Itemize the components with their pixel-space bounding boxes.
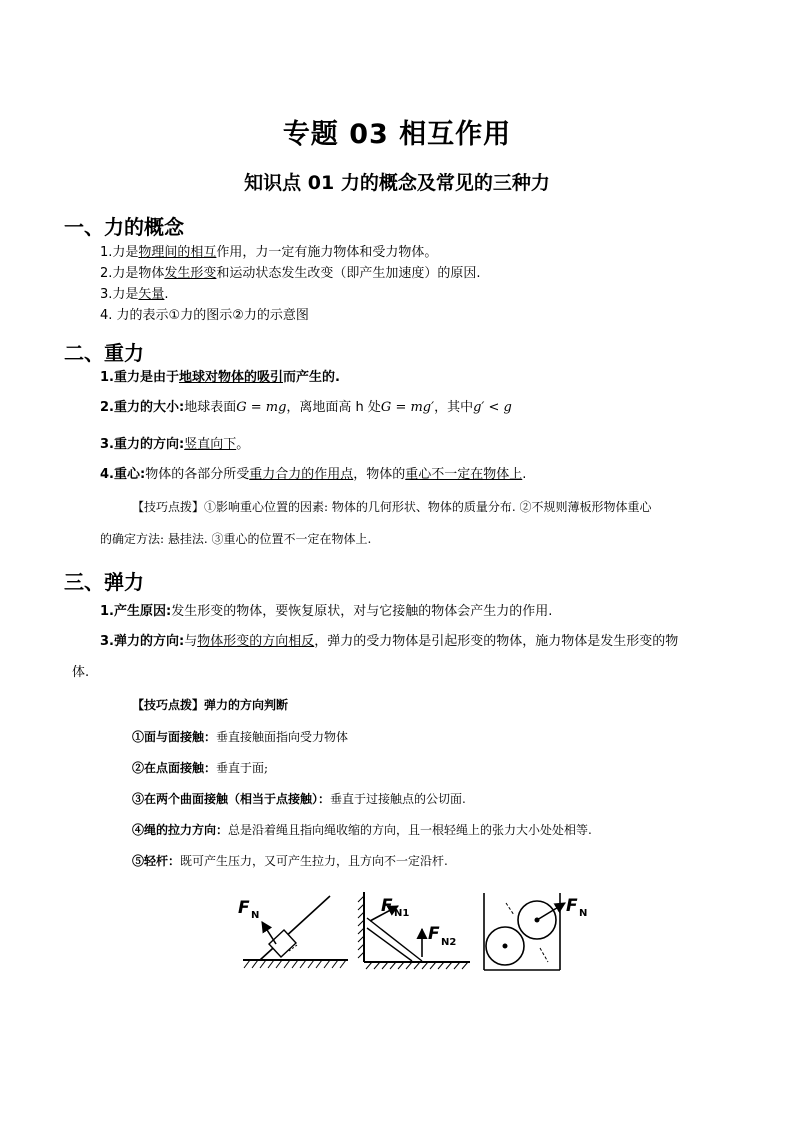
text-segment: ①面与面接触： [132,730,217,744]
text-segment: 3.力是 [100,287,139,302]
text-segment: 物体的各部分所受 [145,467,250,482]
underlined-text: 地球对物体的吸引 [178,370,283,385]
formula: g′ < g [473,400,512,415]
label-fn3: F [566,896,578,916]
page-subtitle: 知识点 01 力的概念及常见的三种力 [244,172,550,194]
label-fn3-sub: N [579,908,588,919]
tangent-dash-2 [506,903,514,915]
figure-panel-incline [238,896,348,968]
text-segment: 发生形变的物体，要恢复原状，对与它接触的物体会产生力的作用. [171,604,553,619]
text-segment: 垂直接触面指向受力物体 [216,730,349,744]
label-fn1: F [381,896,393,916]
lower-cylinder-center [503,944,508,949]
text-segment: 。 [236,437,250,452]
figure-panel-rod [358,892,470,969]
figure-panel-cylinders [484,893,587,970]
elastic-tip-title: 【技巧点拨】弹力的方向判断 [132,698,289,712]
concept-line-4: 4. 力的表示①力的图示②力的示意图 [100,308,309,323]
tangent-dash-1 [540,948,548,962]
label-fn2: F [428,924,440,944]
label-fn1-sub: N1 [394,908,410,919]
text-segment: 垂直于面; [216,761,269,775]
underlined-text: 发生形变 [164,266,217,281]
normal-force-arrow [262,922,276,944]
text-segment: ④绳的拉力方向： [132,823,229,837]
text-segment: . [164,287,169,302]
text-segment: ⑤轻杆： [132,854,181,868]
underlined-text: 重心不一定在物体上 [405,467,523,482]
underlined-text: 物体形变的方向相反 [197,634,315,649]
text-segment: 作用，力一定有施力物体和受力物体。 [216,245,438,260]
text-segment: 而产生的. [283,370,340,385]
underlined-text: 重力合力的作用点 [249,467,354,482]
page-title: 专题 03 相互作用 [282,119,512,150]
section-heading-gravity: 二、重力 [64,341,144,365]
text-segment: . [522,467,527,482]
text-segment: 和运动状态发生改变（即产生加速度）的原因. [216,266,481,281]
text-segment: ，物体的 [353,467,406,482]
text-segment: 1.产生原因: [100,604,172,619]
text-segment: 2.重力的大小: [100,400,185,415]
underlined-text: 竖直向下 [184,437,237,452]
gravity-tip-line-2: 的确定方法: 悬挂法. ③重心的位置不一定在物体上. [100,532,372,546]
text-segment: ③在两个曲面接触（相当于点接触）： [132,792,331,806]
text-segment: 3.重力的方向: [100,437,185,452]
underlined-text: 物理间的相互 [138,245,217,260]
rod-edge-top [367,918,422,961]
text-segment: 1.力是 [100,245,139,260]
text-segment: 4.重心: [100,467,146,482]
section-heading-concept: 一、力的概念 [64,215,184,239]
block-shape [269,930,296,957]
text-segment: 既可产生压力，又可产生拉力，且方向不一定沿杆. [180,854,448,868]
text-segment: ，弹力的受力物体是引起形变的物体，施力物体是发生形变的物 [314,634,679,649]
text-segment: 2.力是物体 [100,266,165,281]
text-segment: 与 [184,634,198,649]
text-segment: 1.重力是由于 [100,370,179,385]
text-segment: 总是沿着绳且指向绳收缩的方向，且一根轻绳上的张力大小处处相等. [228,823,592,837]
formula: G = mg [236,400,287,415]
label-fn-sub: N [251,910,260,921]
section-heading-elastic: 三、弹力 [64,570,144,594]
underlined-text: 矢量 [138,287,165,302]
text-segment: ，其中 [434,400,474,415]
label-fn: F [238,898,250,918]
formula: G = mg′ [380,400,435,415]
text-segment: ②在点面接触： [132,761,217,775]
gravity-tip-line-1: 【技巧点拨】①影响重心位置的因素: 物体的几何形状、物体的质量分布. ②不规则薄板形物体重心 [132,500,652,514]
ground-hatching [244,960,346,968]
elastic-line-3-cont: 体. [72,665,90,680]
text-segment: 3.弹力的方向: [100,634,185,649]
floor-hatching [366,962,468,969]
rod-edge-bottom [367,928,412,961]
incline-line [260,896,330,960]
label-fn2-sub: N2 [441,937,457,948]
text-segment: 地球表面 [184,400,237,415]
text-segment: ，离地面高 h 处 [286,400,381,415]
text-segment: 垂直于过接触点的公切面. [330,792,466,806]
